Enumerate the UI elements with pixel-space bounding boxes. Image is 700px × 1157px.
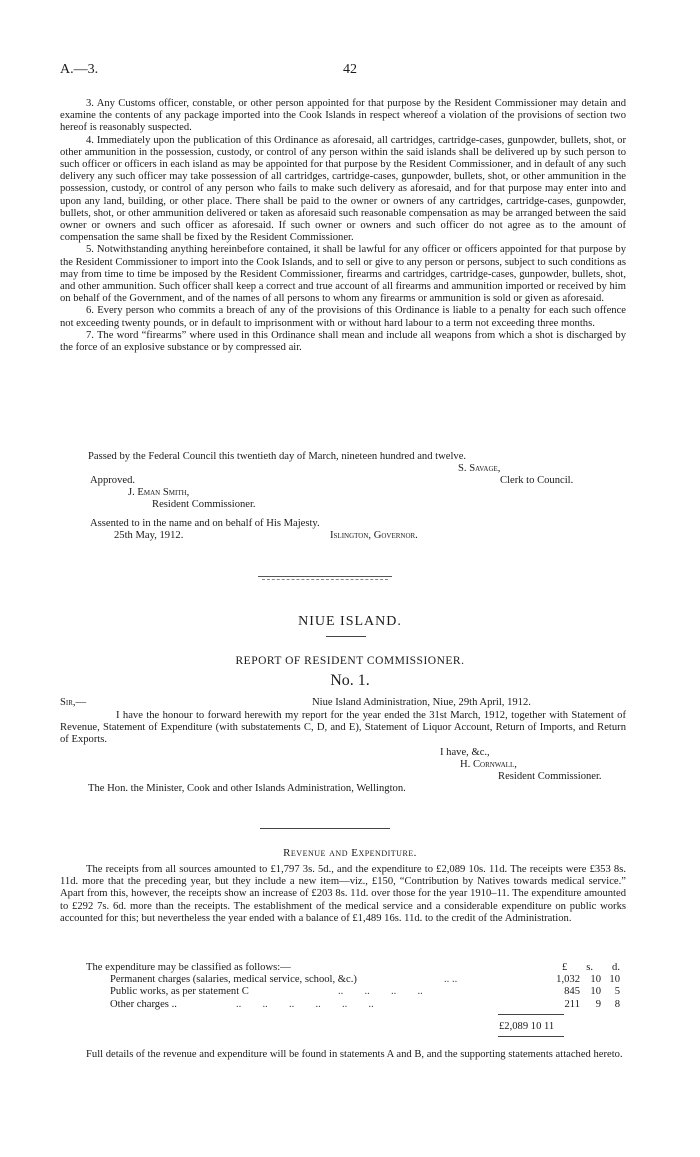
expense-label: Public works, as per statement C	[110, 986, 249, 998]
assent-date: 25th May, 1912.	[114, 530, 184, 541]
pounds-value: 211	[564, 998, 580, 1010]
clause-6: 6. Every person who commits a breach of any of the provisions of this Ordinance is liable to a penalty for each such offence not exceeding twenty pounds, or in default to imprisonment with or without hard labour to a term not exceeding three months.	[60, 305, 626, 329]
pence-value: 5	[614, 986, 620, 998]
closing-paragraph-text: Full details of the revenue and expenditure will be found in statements A and B, and the supporting statements attached hereto.	[86, 1049, 623, 1060]
clerk-signature: S. Savage,	[458, 463, 501, 474]
title-rule	[326, 636, 366, 637]
table-row	[60, 974, 626, 986]
revenue-paragraph-text: The receipts from all sources amounted to £1,797 3s. 5d., and the expenditure to £2,089 10s. 11d. The receipts were £353 8s. 11d. more that the preceding year, but they include a new item—viz., £150, “Contribution by Natives towards medical service.” Apart from this, however, the receipts show an increase of £203 8s. 11d. over those for the year 1910–11. The expenditure amounted to £292 7s. 6d. more than the receipts. The establishment of the medical service and a considerable expenditure on public works accounted for this; but nevertheless the year ended with a balance of £1,489 16s. 11d. to the credit of the Administration.	[60, 864, 626, 924]
clause-3: 3. Any Customs officer, constable, or other person appointed for that purpose by the Resident Commissioner may detain and examine the contents of any package imported into the Cook Islands in respect whereof a violation of the provisions of section two hereof is reasonably suspected.	[60, 98, 626, 134]
pounds-value: 1,032	[556, 974, 580, 986]
unit-pounds: £	[562, 962, 568, 973]
expense-label: Permanent charges (salaries, medical service, school, &c.)	[110, 974, 357, 986]
clause-7: 7. The word “firearms” where used in this Ordinance shall mean and include all weapons from which a shot is discharged by the force of an explosive substance or by compressed air.	[60, 329, 626, 354]
clause-5: 5. Notwithstanding anything hereinbefore contained, it shall be lawful for any officer or officers appointed for that purpose by the Resident Commissioner to import into the Cook Islands, and to sell or give to any person or persons, subject to such conditions as may from time to time be imposed by the Resident Commissioner, firearms and cartridges, cartridge-cases, gunpowder, bullets, shot, and other ammunition. Such officer shall keep a correct and true account of all firearms and ammunition imported or received by him on behalf of the Government, and of the names of all persons to whom any firearms or ammunition is sold or given as aforesaid.	[60, 244, 626, 305]
closing-paragraph	[60, 1049, 626, 1061]
shillings-value: 10	[590, 974, 601, 986]
divider-rule	[260, 828, 390, 829]
section-divider-under	[262, 579, 388, 580]
document-reference: A.—3.	[60, 62, 99, 77]
expenditure-intro: The expenditure may be classified as follows:—	[86, 962, 291, 973]
commissioner-cornwall-signature: H. Cornwall,	[460, 759, 517, 770]
report-title: REPORT OF RESIDENT COMMISSIONER.	[235, 655, 465, 667]
leader-dots: .. .. .. ..	[338, 986, 423, 998]
expenditure-total: £2,089 10 11	[499, 1021, 555, 1032]
pence-value: 8	[614, 998, 620, 1010]
clerk-title: Clerk to Council.	[500, 475, 574, 486]
shillings-value: 9	[595, 998, 601, 1010]
total-rule	[498, 1014, 564, 1015]
expense-amount	[544, 974, 620, 986]
revenue-paragraph	[60, 864, 626, 925]
leader-dots: .. ..	[444, 974, 458, 986]
report-body-text: I have the honour to forward herewith my report for the year ended the 31st March, 1912, together with Statement of Revenue, Statement of Expenditure (with substatements C, D, and E), Statement of Liquor Account, Return of Imports, and Return of Exports.	[60, 710, 626, 746]
leader-dots: .. .. .. .. .. ..	[236, 998, 374, 1010]
total-underline	[498, 1036, 564, 1037]
unit-shillings: s.	[586, 962, 594, 973]
currency-units	[544, 962, 620, 974]
shillings-value: 10	[590, 986, 601, 998]
section-divider	[258, 576, 392, 577]
expenditure-table	[60, 962, 626, 1011]
revenue-heading: Revenue and Expenditure.	[283, 847, 417, 859]
closing: I have, &c.,	[440, 747, 490, 758]
expense-amount	[544, 999, 620, 1011]
commissioner-cornwall-title: Resident Commissioner.	[498, 771, 602, 782]
salutation: Sir,—	[60, 697, 87, 708]
assent-statement: Assented to in the name and on behalf of His Majesty.	[90, 518, 320, 529]
commissioner-signature: J. Eman Smith,	[128, 487, 190, 498]
pence-value: 10	[609, 974, 620, 986]
expense-label: Other charges ..	[110, 998, 177, 1010]
table-row	[60, 986, 626, 998]
unit-pence: d.	[612, 962, 620, 973]
commissioner-title: Resident Commissioner.	[152, 499, 256, 510]
table-row	[60, 999, 626, 1011]
dateline: Niue Island Administration, Niue, 29th April, 1912.	[312, 697, 531, 708]
governor-signature: Islington, Governor.	[330, 530, 418, 541]
pounds-value: 845	[564, 986, 580, 998]
passed-statement: Passed by the Federal Council this twentieth day of March, nineteen hundred and twelve.	[88, 451, 467, 462]
clause-4: 4. Immediately upon the publication of this Ordinance as aforesaid, all cartridges, cartridge-cases, gunpowder, bullets, shot, or other ammunition in the possession, custody, or control of any person within the said islands shall be delivered up by such person to such officer or officers in each island as may be appointed for that purpose by the Resident Commissioner, and in default of any such delivery any such officer may take possession of all cartridges, cartridge-cases, gunpowder, bullets, shot, or other ammunition in the possession, custody, or control of any person who fails to make such delivery as aforesaid, and for that purpose may enter into and upon any land, building, or other place. There shall be paid to the owner or owners of any cartridges, cartridge-cases, gunpowder, bullets, shot, or other ammunition delivered or taken as aforesaid such reasonable compensation as may be arranged between the said owner or owners and such officer as aforesaid. If such owner or owners and such officer do not agree as to the amount of compensation the same shall be fixed by the Resident Commissioner.	[60, 134, 626, 244]
page-number: 42	[343, 62, 357, 77]
ordinance-clauses	[60, 98, 626, 354]
expenditure-intro-row	[60, 962, 626, 974]
approved-label: Approved.	[90, 475, 136, 486]
expense-amount	[544, 986, 620, 998]
report-number: No. 1.	[330, 672, 370, 689]
addressee: The Hon. the Minister, Cook and other Islands Administration, Wellington.	[88, 783, 406, 794]
section-title: NIUE ISLAND.	[298, 614, 402, 629]
report-body	[60, 710, 626, 747]
